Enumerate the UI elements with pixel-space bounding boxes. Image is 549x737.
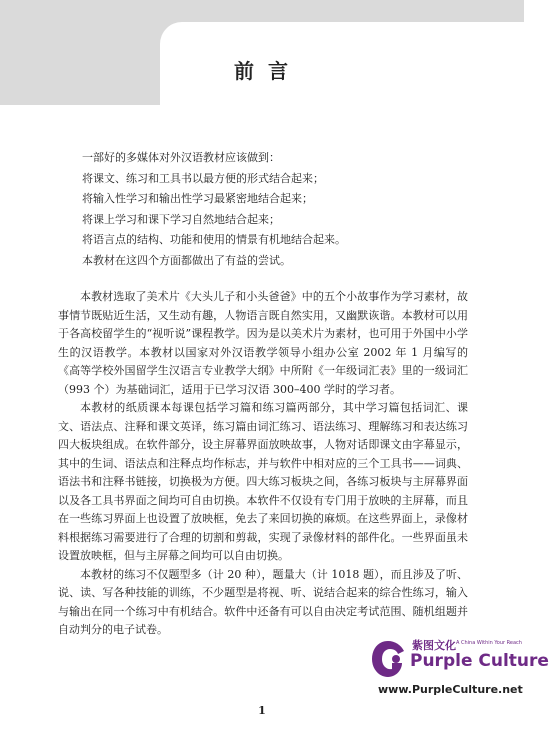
logo-cn-name: 紫图文化 [412, 639, 456, 652]
intro-line: 将课上学习和课下学习自然地结合起来； [82, 212, 280, 226]
intro-line: 本教材在这四个方面都做出了有益的尝试。 [82, 253, 291, 267]
paragraph: 本教材的纸质课本每课包括学习篇和练习篇两部分，其中学习篇包括词汇、课文、语法点、注释和课文英译，练习篇由词汇练习、语法练习、理解练习和表达练习四大板块组成。在软件部分，设主屏幕界面放映故事，人物对话即课文由字幕显示，其中的生词、语法点和注释点均作标志，并与软件中相对应的三个工具书——词典、语法书和注释书链接，切换极为方便。四大练习板块之间，各练习板块与主屏幕界面以及各工具书界面之间均可自由切换。本软件不仅设有专门用于放映的主屏幕，而且在一些练习界面上也设置了放映框，免去了来回切换的麻烦。在这些界面上，录像材料根据练习需要进行了合理的切割和剪裁，实现了录像材料的部件化。一些界面虽未设置放映框，但与主屏幕之间均可以自由切换。 [58, 401, 468, 562]
intro-line: 将课文、练习和工具书以最方便的形式结合起来； [82, 171, 324, 185]
page-number: 1 [258, 704, 266, 717]
purple-culture-logo-icon [368, 637, 408, 681]
body-text [58, 288, 468, 640]
logo-en-name: Purple Culture [410, 651, 549, 671]
intro-line: 一部好的多媒体对外汉语教材应该做到： [82, 151, 280, 164]
title-tab [160, 22, 524, 107]
paragraph: 本教材选取了美术片《大头儿子和小头爸爸》中的五个小故事作为学习素材，故事情节既贴近生活，又生动有趣，人物语言既自然实用，又幽默诙谐。本教材可以用于各高校留学生的“视听说”课程教学。因为是以美术片为素材，也可用于外国中小学生的汉语教学。本教材以国家对外汉语教学领导小组办公室 2002 年 1 月编写的《高等学校外国留学生汉语言专业教学大纲》中所附《一年级词汇表》里的一级词汇（993 个）为基础词汇，适用于已学习汉语 300–400 学时的学习者。 [58, 290, 468, 396]
page-title: 前言 [234, 59, 302, 83]
paragraph: 本教材的练习不仅题型多（计 20 种），题量大（计 1018 题），而且涉及了听、说、读、写各种技能的训练，不少题型是将视、听、说结合起来的综合性练习，输入与输出在同一个练习中有机结合。软件中还备有可以自由决定考试范围、随机组题并自动判分的电子试卷。 [58, 567, 468, 636]
intro-line: 将输入性学习和输出性学习最紧密地结合起来； [82, 192, 313, 205]
intro-line: 将语言点的结构、功能和使用的情景有机地结合起来。 [82, 233, 346, 246]
logo-url: www.PurpleCulture.net [378, 683, 523, 696]
intro-block [82, 148, 502, 271]
logo-tagline: A China Within Your Reach [456, 640, 522, 646]
